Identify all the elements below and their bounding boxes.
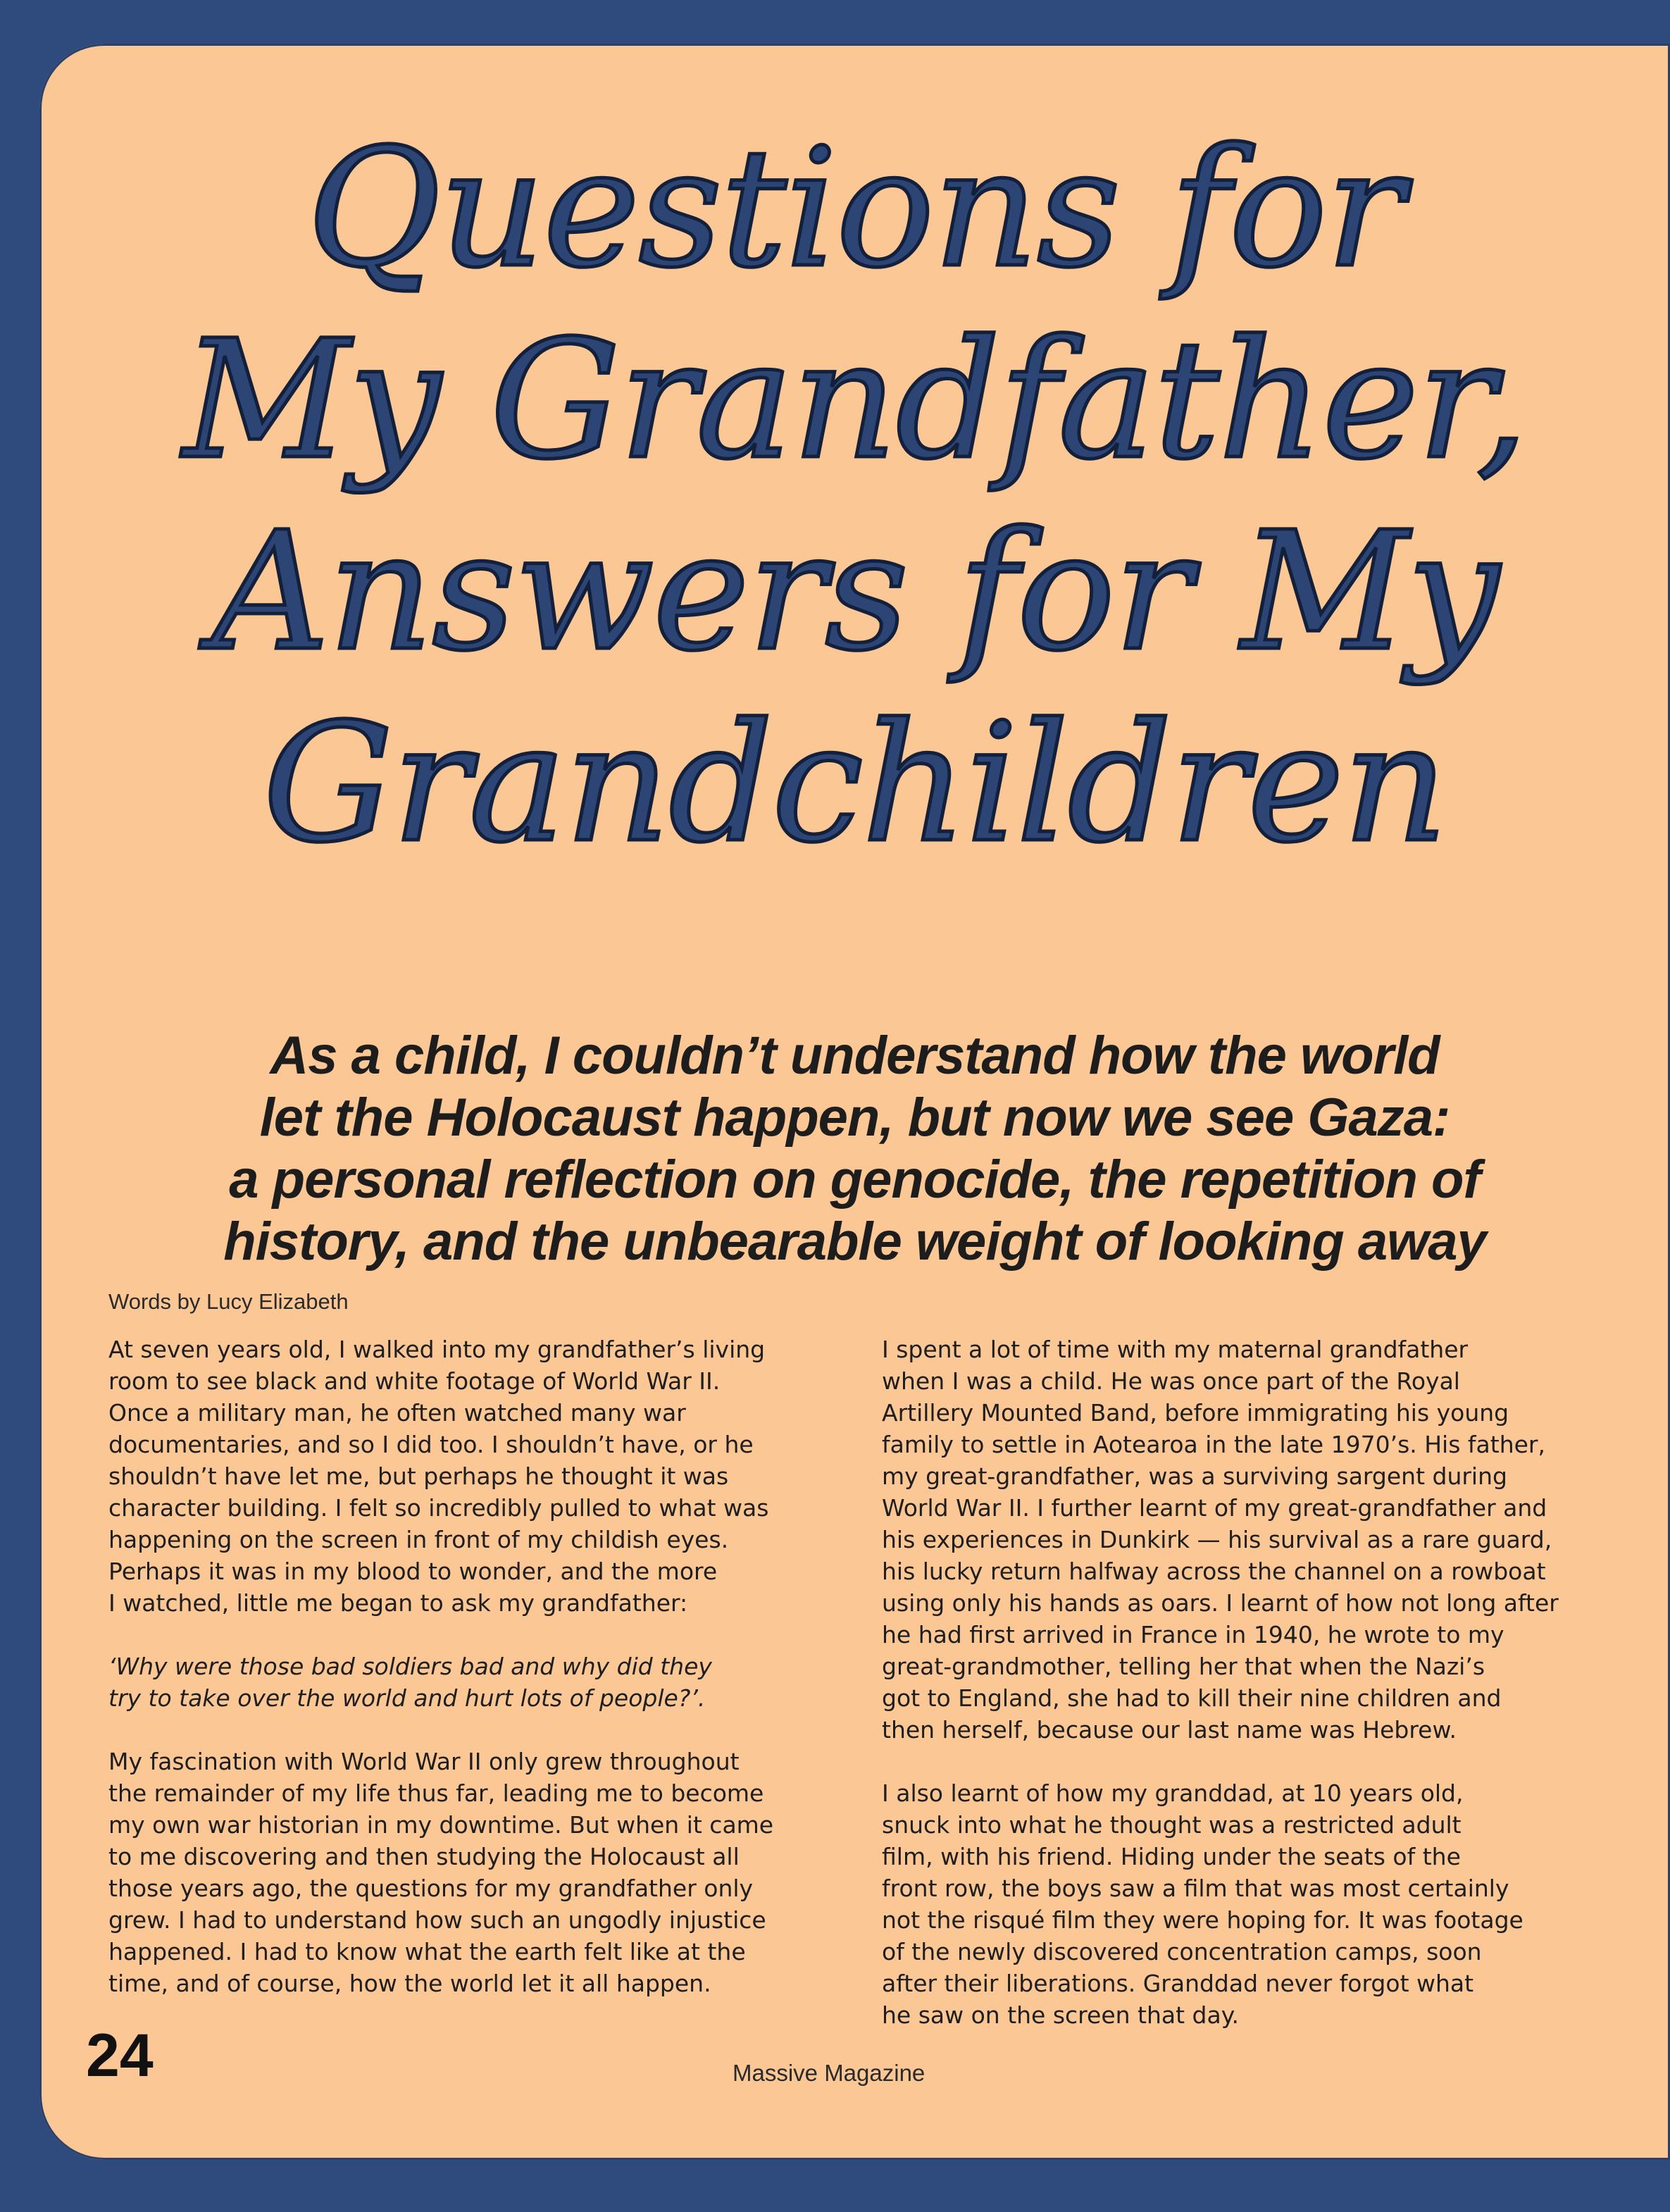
page-number: 24 bbox=[86, 2022, 154, 2089]
publication-name: Massive Magazine bbox=[733, 2060, 926, 2086]
byline: Words by Lucy Elizabeth bbox=[108, 1289, 349, 1314]
text-line: his lucky return halfway across the channel on a rowboat bbox=[882, 1558, 1546, 1585]
text-line: he had first arrived in France in 1940, he wrote to my bbox=[882, 1621, 1504, 1648]
text-line: happening on the screen in front of my childish eyes. bbox=[108, 1526, 729, 1553]
text-line: my great-grandfather, was a surviving sargent during bbox=[882, 1462, 1507, 1490]
text-line: his experiences in Dunkirk — his survival as a rare guard, bbox=[882, 1526, 1552, 1553]
paragraph-gap bbox=[882, 1746, 1614, 1777]
text-line: then herself, because our last name was Hebrew. bbox=[882, 1716, 1457, 1744]
text-line: when I was a child. He was once part of the Royal bbox=[882, 1367, 1460, 1395]
body-column-left bbox=[108, 1334, 827, 1999]
text-line: using only his hands as oars. I learnt of how not long after bbox=[882, 1589, 1559, 1617]
text-line: Artillery Mounted Band, before immigrating his young bbox=[882, 1399, 1509, 1427]
text-line: time, and of course, how the world let it all happen. bbox=[108, 1970, 711, 1997]
quote bbox=[108, 1651, 827, 1714]
text-line: documentaries, and so I did too. I shouldn’t have, or he bbox=[108, 1431, 754, 1458]
paragraph bbox=[882, 1777, 1614, 2031]
title-line: Grandchildren bbox=[263, 688, 1447, 878]
text-line: character building. I felt so incredibly pulled to what was bbox=[108, 1494, 769, 1522]
subtitle-line: As a child, I couldn’t understand how the world bbox=[270, 1026, 1440, 1086]
text-line: At seven years old, I walked into my grandfather’s living bbox=[108, 1336, 766, 1363]
text-line: after their liberations. Granddad never forgot what bbox=[882, 1970, 1474, 1997]
subtitle-line: a personal reflection on genocide, the repetition of bbox=[229, 1150, 1481, 1210]
text-line: happened. I had to know what the earth felt like at the bbox=[108, 1938, 746, 1965]
text-line: family to settle in Aotearoa in the late 1970’s. His father, bbox=[882, 1431, 1545, 1458]
text-line: my own war historian in my downtime. But when it came bbox=[108, 1811, 774, 1839]
text-line: he saw on the screen that day. bbox=[882, 2001, 1240, 2029]
text-line: got to England, she had to kill their nine children and bbox=[882, 1684, 1502, 1712]
text-line: front row, the boys saw a film that was most certainly bbox=[882, 1875, 1509, 1902]
text-line: I spent a lot of time with my maternal grandfather bbox=[882, 1336, 1469, 1363]
text-line: of the newly discovered concentration camps, soon bbox=[882, 1938, 1482, 1965]
title-line: Questions for bbox=[306, 113, 1403, 304]
subtitle-line: history, and the unbearable weight of looking away bbox=[223, 1212, 1486, 1272]
text-line: Once a military man, he often watched many war bbox=[108, 1399, 686, 1427]
title-line: My Grandfather, bbox=[182, 305, 1527, 495]
text-line: Perhaps it was in my blood to wonder, and the more bbox=[108, 1558, 718, 1585]
text-line: I also learnt of how my granddad, at 10 years old, bbox=[882, 1779, 1464, 1807]
text-line: room to see black and white footage of World War II. bbox=[108, 1367, 721, 1395]
text-line: great-grandmother, telling her that when the Nazi’s bbox=[882, 1653, 1485, 1680]
subtitle-line: let the Holocaust happen, but now we see Gaza: bbox=[259, 1088, 1450, 1148]
paragraph-gap bbox=[108, 1619, 827, 1651]
text-line: World War II. I further learnt of my great-grandfather and bbox=[882, 1494, 1547, 1522]
article-subtitle bbox=[39, 1025, 1670, 1273]
text-line: try to take over the world and hurt lots of people?’. bbox=[108, 1684, 706, 1712]
text-line: snuck into what he thought was a restricted adult bbox=[882, 1811, 1462, 1839]
text-line: I watched, little me began to ask my grandfather: bbox=[108, 1589, 688, 1617]
text-line: My fascination with World War II only grew throughout bbox=[108, 1748, 740, 1775]
text-line: the remainder of my life thus far, leading me to become bbox=[108, 1779, 764, 1807]
paragraph bbox=[882, 1334, 1614, 1746]
text-line: not the risqué film they were hoping for. It was footage bbox=[882, 1906, 1523, 1934]
body-column-right bbox=[882, 1334, 1614, 2031]
text-line: film, with his friend. Hiding under the seats of the bbox=[882, 1843, 1461, 1870]
paragraph bbox=[108, 1334, 827, 1619]
article-title bbox=[39, 113, 1670, 879]
text-line: ‘Why were those bad soldiers bad and why did they bbox=[108, 1653, 712, 1680]
paragraph bbox=[108, 1746, 827, 1999]
paragraph-gap bbox=[108, 1714, 827, 1746]
text-line: to me discovering and then studying the Holocaust all bbox=[108, 1843, 740, 1870]
text-line: grew. I had to understand how such an ungodly injustice bbox=[108, 1906, 766, 1934]
text-line: shouldn’t have let me, but perhaps he thought it was bbox=[108, 1462, 729, 1490]
title-line: Answers for My bbox=[211, 497, 1498, 687]
text-line: those years ago, the questions for my grandfather only bbox=[108, 1875, 754, 1902]
